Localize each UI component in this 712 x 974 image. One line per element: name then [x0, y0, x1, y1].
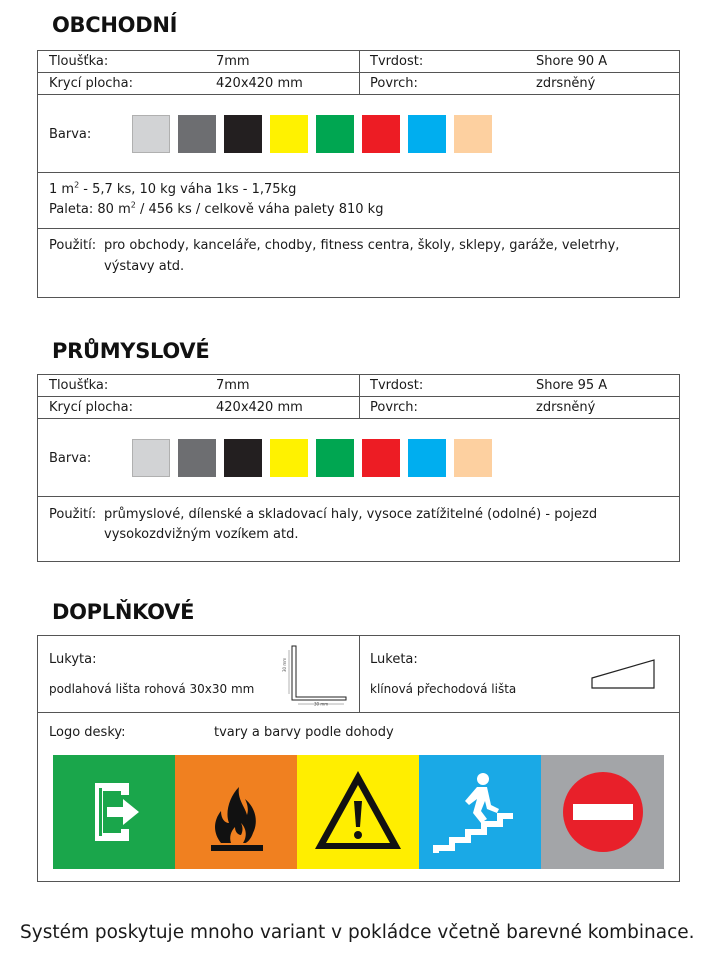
spec-row-coverage: [38, 397, 679, 419]
pallet-info-line: Paleta: 80 $m^2 / 456$ ks / celkově váha palety 810 kg: [49, 200, 384, 217]
prumyslove-spec-table: [37, 374, 680, 562]
usage-label: Použití:: [49, 238, 97, 253]
thickness-value: 7mm: [216, 378, 250, 393]
hardness-label: Tvrdost:: [370, 378, 424, 393]
spec-row-usage: [38, 229, 679, 297]
column-divider: [359, 397, 360, 418]
column-divider: [359, 73, 360, 94]
coverage-label: Krycí plocha:: [49, 76, 134, 91]
luketa-description: klínová přechodová lišta: [370, 682, 517, 696]
color-swatch-dark-gray: [178, 439, 216, 477]
color-swatch-blue: [408, 439, 446, 477]
surface-value: zdrsněný: [536, 400, 596, 415]
color-swatch-green: [316, 439, 354, 477]
color-swatch-red: [362, 439, 400, 477]
spec-row-thickness: [38, 51, 679, 73]
lukyta-dim-vertical: 30 mm: [282, 657, 287, 672]
color-swatch-black: [224, 439, 262, 477]
coverage-value: 420x420 mm: [216, 400, 303, 415]
corner-strip-diagram-icon: [282, 642, 352, 710]
obchodni-spec-table: [37, 50, 680, 298]
footer-note: Systém poskytuje mnoho variant v pokládce včetně barevné kombinace.: [20, 922, 695, 943]
fire-sign-icon: [175, 755, 297, 869]
usage-text-line2: vysokozdvižným vozíkem atd.: [104, 527, 299, 542]
color-swatch-blue: [408, 115, 446, 153]
column-divider: [359, 375, 360, 396]
spec-row-colors: [38, 419, 679, 497]
color-swatch-light-gray: [132, 439, 170, 477]
thickness-label: Tloušťka:: [49, 378, 109, 393]
wedge-strip-diagram-icon: [590, 658, 658, 696]
spec-row-coverage: [38, 73, 679, 95]
usage-text-line2: výstavy atd.: [104, 259, 185, 274]
section-title-obchodni: OBCHODNÍ: [52, 13, 178, 37]
surface-label: Povrch:: [370, 400, 418, 415]
accessories-row: [38, 636, 679, 713]
section-title-prumyslove: PRŮMYSLOVÉ: [52, 339, 210, 363]
color-label: Barva:: [49, 127, 92, 142]
stairs-sign-icon: [419, 755, 541, 869]
color-swatch-light-gray: [132, 115, 170, 153]
color-swatch-beige: [454, 439, 492, 477]
usage-label: Použití:: [49, 507, 97, 522]
exit-sign-icon: [53, 755, 175, 869]
spec-row-usage: [38, 497, 679, 561]
column-divider: [359, 51, 360, 72]
color-swatch-yellow: [270, 439, 308, 477]
weight-info-line: 1 $m^2 - 5,7$ ks, 10 kg váha 1ks - 1,75kg: [49, 180, 297, 197]
no-entry-sign-icon: [541, 755, 664, 869]
thickness-label: Tloušťka:: [49, 54, 109, 69]
luketa-label: Luketa:: [370, 652, 418, 667]
spec-row-weight-info: [38, 173, 679, 229]
warning-sign-icon: [297, 755, 419, 869]
surface-label: Povrch:: [370, 76, 418, 91]
color-swatch-dark-gray: [178, 115, 216, 153]
usage-text-line1: průmyslové, dílenské a skladovací haly, vysoce zatížitelné (odolné) - pojezd: [104, 507, 598, 522]
coverage-label: Krycí plocha:: [49, 400, 134, 415]
lukyta-label: Lukyta:: [49, 652, 97, 667]
usage-text-line1: pro obchody, kanceláře, chodby, fitness centra, školy, sklepy, garáže, veletrhy,: [104, 238, 620, 253]
thickness-value: 7mm: [216, 54, 250, 69]
color-swatch-beige: [454, 115, 492, 153]
hardness-value: Shore 90 A: [536, 54, 608, 69]
hardness-value: Shore 95 A: [536, 378, 608, 393]
color-swatch-yellow: [270, 115, 308, 153]
color-swatch-red: [362, 115, 400, 153]
logo-sign-strip: [53, 755, 664, 869]
color-label: Barva:: [49, 451, 92, 466]
coverage-value: 420x420 mm: [216, 76, 303, 91]
color-swatch-black: [224, 115, 262, 153]
spec-row-colors: [38, 95, 679, 173]
logo-description: tvary a barvy podle dohody: [214, 725, 394, 740]
hardness-label: Tvrdost:: [370, 54, 424, 69]
column-divider: [359, 636, 360, 712]
surface-value: zdrsněný: [536, 76, 596, 91]
lukyta-dim-horizontal: 30 mm: [314, 701, 329, 707]
logo-row: [38, 713, 679, 881]
lukyta-description: podlahová lišta rohová 30x30 mm: [49, 682, 255, 696]
section-title-doplnkove: DOPLŇKOVÉ: [52, 600, 195, 624]
doplnkove-accessories-table: [37, 635, 680, 882]
color-swatch-green: [316, 115, 354, 153]
logo-label: Logo desky:: [49, 725, 126, 740]
spec-row-thickness: [38, 375, 679, 397]
